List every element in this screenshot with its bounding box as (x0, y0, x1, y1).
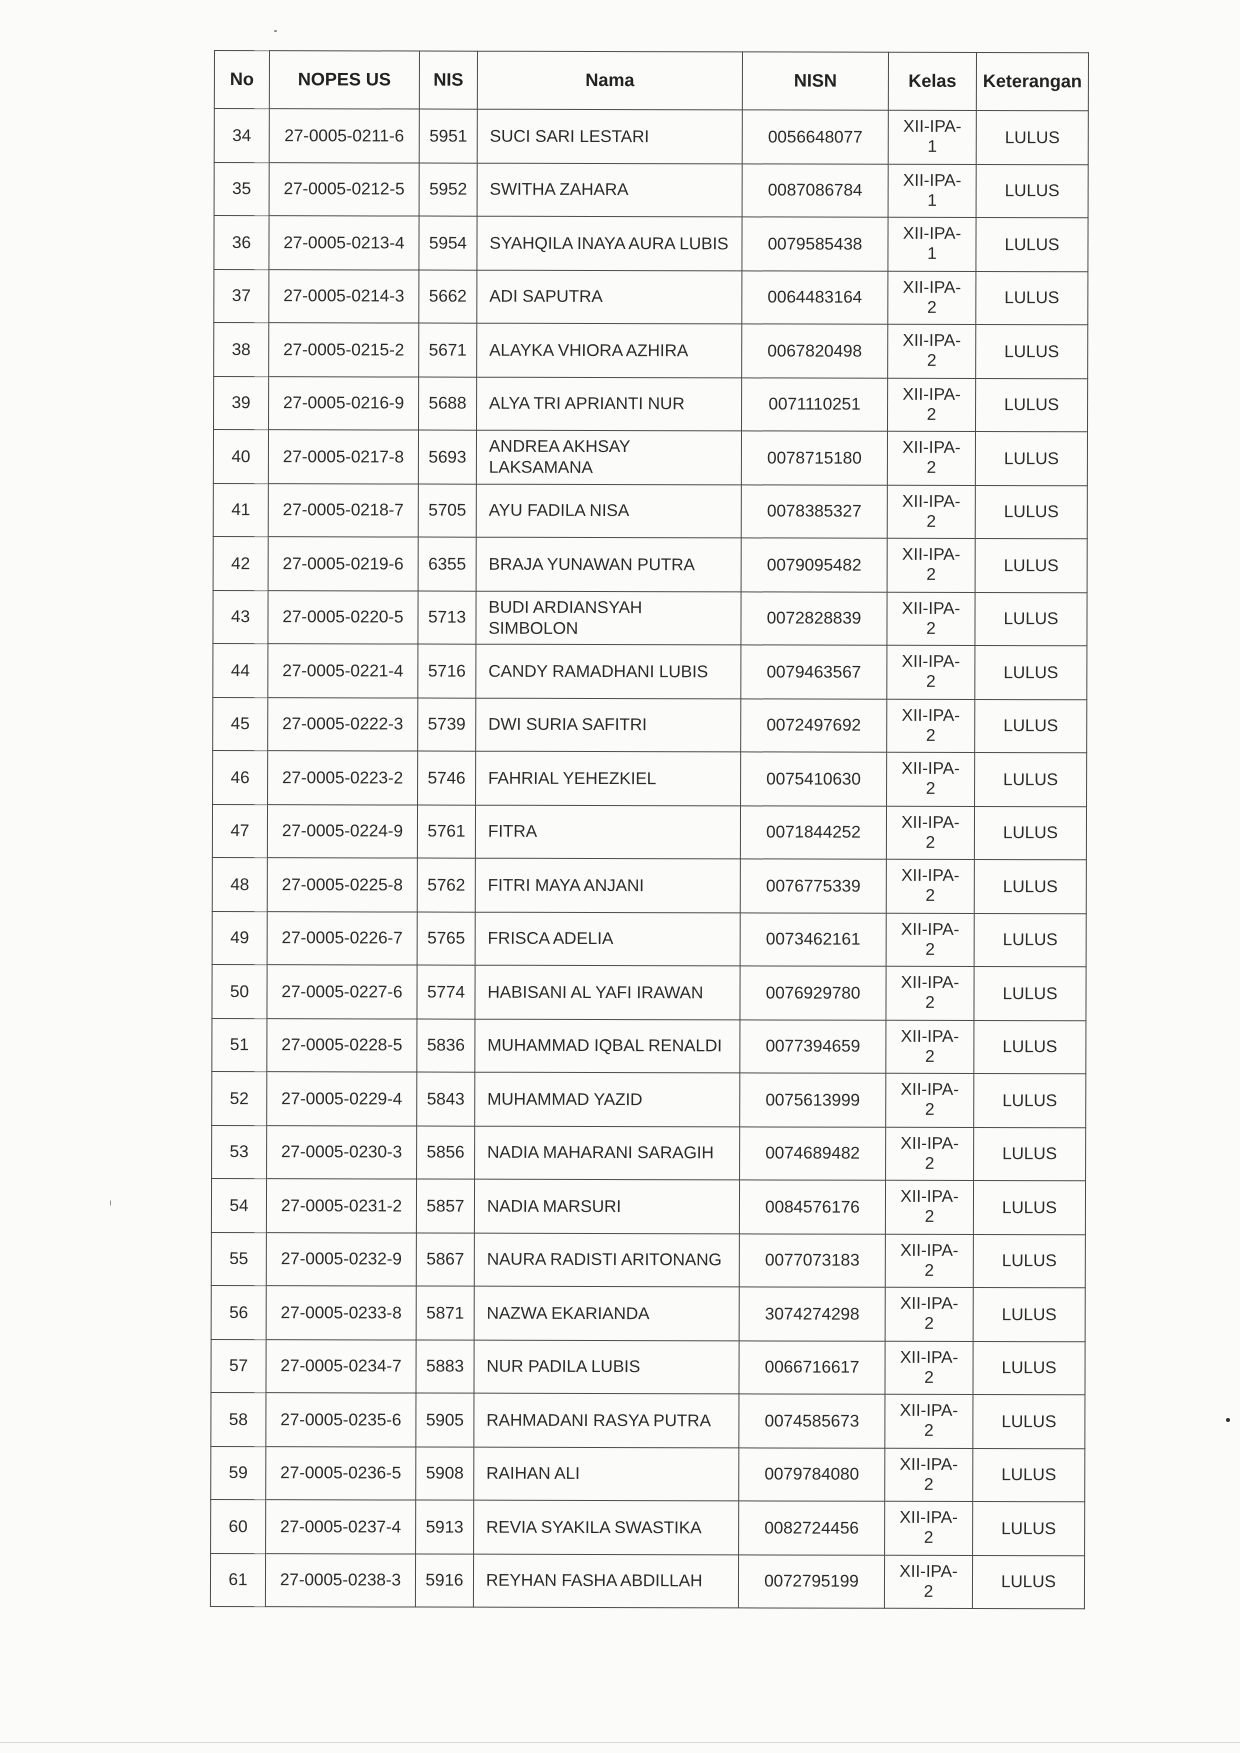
kelas-value: XII-IPA-2 (900, 1133, 959, 1173)
cell-nis: 5951 (419, 109, 477, 163)
cell-nama: SWITHA ZAHARA (477, 163, 742, 217)
cell-nisn: 0075613999 (740, 1073, 886, 1127)
cell-kelas (887, 538, 975, 592)
cell-nisn: 0074689482 (740, 1126, 886, 1180)
cell-nisn: 0072795199 (738, 1554, 884, 1608)
cell-nis: 5843 (417, 1072, 475, 1126)
kelas-value: XII-IPA-2 (901, 919, 960, 959)
cell-nama: REYHAN FASHA ABDILLAH (473, 1554, 738, 1608)
cell-nis: 5662 (419, 270, 477, 324)
scan-speck (1226, 1418, 1230, 1422)
kelas-value: XII-IPA-2 (899, 1508, 958, 1548)
table-row (211, 1392, 1085, 1448)
cell-nopes-us: 27-0005-0213-4 (269, 216, 419, 270)
cell-kelas (887, 592, 975, 646)
cell-kelas (888, 378, 976, 432)
cell-kelas (884, 1555, 972, 1609)
cell-nisn: 0064483164 (742, 270, 888, 324)
kelas-value: XII-IPA-2 (900, 973, 960, 1013)
cell-nopes-us: 27-0005-0226-7 (267, 911, 417, 965)
table-row (213, 536, 1087, 592)
cell-keterangan: LULUS (976, 217, 1088, 271)
cell-nama: BRAJA YUNAWAN PUTRA (476, 537, 741, 591)
scan-speck (110, 1200, 111, 1206)
cell-nama: NAURA RADISTI ARITONANG (474, 1233, 739, 1287)
cell-keterangan: LULUS (976, 110, 1088, 164)
kelas-value: XII-IPA-2 (900, 1080, 959, 1120)
cell-keterangan: LULUS (975, 431, 1087, 485)
cell-nis: 5713 (418, 591, 476, 645)
cell-no: 40 (213, 430, 268, 484)
table-row (213, 590, 1087, 646)
cell-nama: NUR PADILA LUBIS (474, 1340, 739, 1394)
cell-nis: 5856 (417, 1126, 475, 1180)
cell-no: 57 (211, 1339, 266, 1393)
cell-nisn: 0087086784 (742, 163, 888, 217)
cell-nama: AYU FADILA NISA (476, 484, 741, 538)
table-row (214, 269, 1088, 325)
cell-nisn: 0077073183 (739, 1233, 885, 1287)
cell-nisn: 0078385327 (741, 484, 887, 538)
cell-kelas (885, 1341, 973, 1395)
cell-nama: NADIA MAHARANI SARAGIH (475, 1126, 740, 1180)
cell-nopes-us: 27-0005-0222-3 (268, 697, 418, 751)
cell-keterangan: LULUS (973, 1287, 1085, 1341)
cell-nisn: 0071844252 (740, 805, 886, 859)
table-row (214, 323, 1088, 379)
table-row (212, 964, 1086, 1020)
cell-nis: 6355 (418, 537, 476, 591)
cell-nama: ADI SAPUTRA (477, 270, 742, 324)
cell-nis: 5693 (418, 430, 476, 484)
cell-nopes-us: 27-0005-0237-4 (266, 1500, 416, 1554)
table-row (211, 1178, 1085, 1234)
cell-nis: 5765 (417, 912, 475, 966)
cell-nama: NAZWA EKARIANDA (474, 1286, 739, 1340)
cell-kelas (886, 1020, 974, 1074)
table-row (213, 643, 1087, 699)
cell-nopes-us: 27-0005-0214-3 (269, 269, 419, 323)
table-row (212, 911, 1086, 967)
cell-no: 55 (211, 1232, 266, 1286)
kelas-value: XII-IPA-2 (902, 491, 961, 531)
cell-nama: ALYA TRI APRIANTI NUR (477, 377, 742, 431)
cell-nopes-us: 27-0005-0224-9 (267, 804, 417, 858)
cell-nopes-us: 27-0005-0233-8 (266, 1286, 416, 1340)
cell-kelas (888, 324, 976, 378)
cell-no: 36 (214, 216, 269, 270)
table-row (212, 857, 1086, 913)
cell-nopes-us: 27-0005-0238-3 (265, 1553, 415, 1607)
cell-nopes-us: 27-0005-0218-7 (268, 483, 418, 537)
cell-nama: HABISANI AL YAFI IRAWAN (475, 965, 740, 1019)
kelas-value: XII-IPA-2 (901, 866, 960, 906)
cell-kelas (887, 645, 975, 699)
cell-no: 35 (214, 162, 269, 216)
header-kelas: Kelas (888, 52, 976, 110)
cell-keterangan: LULUS (975, 752, 1087, 806)
cell-nopes-us: 27-0005-0234-7 (266, 1339, 416, 1393)
cell-nama: RAHMADANI RASYA PUTRA (474, 1393, 739, 1447)
kelas-value: XII-IPA-2 (902, 545, 961, 585)
cell-nisn: 0072497692 (741, 698, 887, 752)
cell-keterangan: LULUS (974, 966, 1086, 1020)
cell-no: 60 (211, 1499, 266, 1553)
table-row (212, 804, 1086, 860)
cell-keterangan: LULUS (973, 1341, 1085, 1395)
table-row (214, 376, 1088, 432)
table-header-row (214, 51, 1088, 111)
header-no: No (214, 51, 269, 109)
cell-nopes-us: 27-0005-0216-9 (269, 376, 419, 430)
cell-no: 38 (214, 323, 269, 377)
cell-kelas (886, 913, 974, 967)
cell-nama: FITRA (475, 805, 740, 859)
cell-nopes-us: 27-0005-0229-4 (267, 1072, 417, 1126)
cell-nopes-us: 27-0005-0223-2 (268, 751, 418, 805)
cell-kelas (888, 217, 976, 271)
cell-keterangan: LULUS (975, 592, 1087, 646)
cell-keterangan: LULUS (975, 699, 1087, 753)
kelas-value: XII-IPA-2 (901, 759, 960, 799)
cell-nopes-us: 27-0005-0228-5 (267, 1018, 417, 1072)
cell-kelas (886, 1127, 974, 1181)
cell-kelas (887, 752, 975, 806)
kelas-value: XII-IPA-2 (901, 598, 961, 638)
cell-keterangan: LULUS (976, 324, 1088, 378)
table-row (211, 1446, 1085, 1502)
kelas-value: XII-IPA-2 (901, 812, 960, 852)
cell-nis: 5774 (417, 965, 475, 1019)
cell-nisn: 0077394659 (740, 1019, 886, 1073)
kelas-value: XII-IPA-2 (900, 1026, 960, 1066)
cell-nisn: 0079095482 (741, 538, 887, 592)
cell-nis: 5739 (418, 698, 476, 752)
cell-nisn: 0072828839 (741, 591, 887, 645)
cell-keterangan: LULUS (974, 859, 1086, 913)
kelas-value: XII-IPA-2 (900, 1294, 959, 1334)
cell-no: 52 (212, 1071, 267, 1125)
cell-nama: MUHAMMAD YAZID (475, 1072, 740, 1126)
cell-nama: DWI SURIA SAFITRI (476, 698, 741, 752)
kelas-value: XII-IPA-2 (902, 277, 962, 317)
cell-nisn: 0076775339 (740, 859, 886, 913)
cell-no: 41 (213, 483, 268, 537)
cell-nisn: 0071110251 (742, 377, 888, 431)
table-row (213, 750, 1087, 806)
cell-nopes-us: 27-0005-0236-5 (266, 1446, 416, 1500)
cell-nopes-us: 27-0005-0217-8 (268, 430, 418, 484)
cell-keterangan: LULUS (973, 1180, 1085, 1234)
table-row (212, 1018, 1086, 1074)
cell-nopes-us: 27-0005-0232-9 (266, 1232, 416, 1286)
kelas-value: XII-IPA-2 (902, 438, 961, 478)
cell-nis: 5762 (417, 858, 475, 912)
cell-no: 45 (213, 697, 268, 751)
cell-nopes-us: 27-0005-0235-6 (266, 1393, 416, 1447)
cell-kelas (886, 1073, 974, 1127)
cell-no: 59 (211, 1446, 266, 1500)
table-row (214, 216, 1088, 272)
cell-keterangan: LULUS (974, 1127, 1086, 1181)
cell-no: 48 (212, 857, 267, 911)
cell-nama: NADIA MARSURI (474, 1179, 739, 1233)
cell-no: 43 (213, 590, 268, 644)
cell-kelas (888, 164, 976, 218)
cell-nama: FAHRIAL YEHEZKIEL (476, 751, 741, 805)
cell-nama: CANDY RAMADHANI LUBIS (476, 644, 741, 698)
cell-nama: MUHAMMAD IQBAL RENALDI (475, 1019, 740, 1073)
header-nama: Nama (477, 51, 742, 110)
cell-nopes-us: 27-0005-0221-4 (268, 644, 418, 698)
cell-nis: 5883 (416, 1340, 474, 1394)
cell-nis: 5867 (416, 1233, 474, 1287)
cell-nama: SYAHQILA INAYA AURA LUBIS (477, 216, 742, 270)
table-row (214, 109, 1088, 165)
cell-kelas (887, 699, 975, 753)
cell-keterangan: LULUS (976, 164, 1088, 218)
cell-no: 58 (211, 1392, 266, 1446)
cell-no: 54 (211, 1178, 266, 1232)
cell-nisn: 0079463567 (741, 645, 887, 699)
table-body (210, 109, 1088, 1609)
cell-nopes-us: 27-0005-0211-6 (269, 109, 419, 163)
cell-nis: 5716 (418, 644, 476, 698)
table-row (211, 1499, 1085, 1555)
cell-kelas (885, 1501, 973, 1555)
cell-nisn: 0076929780 (740, 966, 886, 1020)
cell-nis: 5952 (419, 163, 477, 217)
table-row (213, 697, 1087, 753)
table-row (213, 483, 1087, 539)
cell-keterangan: LULUS (974, 1073, 1086, 1127)
cell-nopes-us: 27-0005-0231-2 (266, 1179, 416, 1233)
header-keterangan: Keterangan (976, 52, 1088, 110)
cell-nis: 5746 (418, 751, 476, 805)
cell-nopes-us: 27-0005-0212-5 (269, 162, 419, 216)
table-row (211, 1339, 1085, 1395)
scan-speck (274, 30, 277, 32)
cell-no: 46 (213, 750, 268, 804)
cell-kelas (885, 1234, 973, 1288)
cell-kelas (885, 1287, 973, 1341)
cell-keterangan: LULUS (973, 1501, 1085, 1555)
cell-no: 34 (214, 109, 269, 163)
cell-nama: REVIA SYAKILA SWASTIKA (474, 1500, 739, 1554)
cell-nis: 5761 (417, 805, 475, 859)
page-edge (0, 1742, 1240, 1743)
table-row (210, 1553, 1084, 1609)
cell-nama: ALAYKA VHIORA AZHIRA (477, 323, 742, 377)
cell-no: 56 (211, 1285, 266, 1339)
kelas-value: XII-IPA-1 (903, 170, 962, 210)
cell-nisn: 0082724456 (739, 1501, 885, 1555)
table-row (212, 1125, 1086, 1181)
cell-no: 37 (214, 269, 269, 323)
cell-nisn: 0079784080 (739, 1447, 885, 1501)
cell-no: 50 (212, 964, 267, 1018)
cell-nama: RAIHAN ALI (474, 1447, 739, 1501)
header-nisn: NISN (742, 52, 888, 110)
cell-no: 53 (212, 1125, 267, 1179)
cell-keterangan: LULUS (973, 1448, 1085, 1502)
kelas-value: XII-IPA-2 (899, 1454, 958, 1494)
graduation-table (210, 50, 1089, 1609)
cell-nis: 5836 (417, 1019, 475, 1073)
kelas-value: XII-IPA-2 (901, 705, 960, 745)
cell-nis: 5688 (419, 377, 477, 431)
table-row (212, 1071, 1086, 1127)
cell-nis: 5913 (416, 1500, 474, 1554)
cell-kelas (885, 1394, 973, 1448)
cell-no: 44 (213, 643, 268, 697)
cell-nama: FITRI MAYA ANJANI (475, 858, 740, 912)
cell-nisn: 0074585673 (739, 1394, 885, 1448)
cell-nama: SUCI SARI LESTARI (477, 109, 742, 163)
cell-nisn: 0073462161 (740, 912, 886, 966)
cell-nis: 5871 (416, 1286, 474, 1340)
cell-nisn: 0084576176 (739, 1180, 885, 1234)
cell-nopes-us: 27-0005-0215-2 (269, 323, 419, 377)
cell-keterangan: LULUS (972, 1555, 1084, 1609)
cell-keterangan: LULUS (976, 271, 1088, 325)
kelas-value: XII-IPA-2 (899, 1401, 959, 1441)
cell-nopes-us: 27-0005-0227-6 (267, 965, 417, 1019)
table-row (213, 430, 1087, 486)
header-nis: NIS (419, 51, 477, 109)
cell-keterangan: LULUS (974, 1020, 1086, 1074)
table-row (211, 1232, 1085, 1288)
header-nopes-us: NOPES US (269, 51, 419, 109)
kelas-value: XII-IPA-2 (900, 1187, 959, 1227)
cell-kelas (886, 806, 974, 860)
kelas-value: XII-IPA-1 (902, 224, 962, 264)
cell-nis: 5671 (419, 323, 477, 377)
cell-nis: 5705 (418, 484, 476, 538)
kelas-value: XII-IPA-2 (900, 1240, 959, 1280)
cell-nisn: 0079585438 (742, 217, 888, 271)
cell-keterangan: LULUS (975, 645, 1087, 699)
cell-keterangan: LULUS (975, 538, 1087, 592)
cell-nis: 5954 (419, 216, 477, 270)
cell-nis: 5908 (416, 1447, 474, 1501)
cell-nama: BUDI ARDIANSYAH SIMBOLON (476, 591, 741, 645)
cell-nisn: 0056648077 (742, 110, 888, 164)
cell-kelas (888, 110, 976, 164)
table-row (214, 162, 1088, 218)
cell-keterangan: LULUS (976, 378, 1088, 432)
cell-no: 47 (212, 804, 267, 858)
kelas-value: XII-IPA-1 (903, 117, 962, 157)
cell-nisn: 3074274298 (739, 1287, 885, 1341)
cell-nisn: 0067820498 (742, 324, 888, 378)
cell-nisn: 0075410630 (741, 752, 887, 806)
kelas-value: XII-IPA-2 (902, 384, 961, 424)
cell-no: 39 (214, 376, 269, 430)
cell-nopes-us: 27-0005-0225-8 (267, 858, 417, 912)
cell-kelas (888, 271, 976, 325)
cell-kelas (887, 431, 975, 485)
kelas-value: XII-IPA-2 (899, 1347, 959, 1387)
cell-keterangan: LULUS (973, 1234, 1085, 1288)
cell-keterangan: LULUS (974, 806, 1086, 860)
cell-kelas (886, 859, 974, 913)
cell-nis: 5916 (415, 1554, 473, 1608)
cell-nopes-us: 27-0005-0230-3 (267, 1125, 417, 1179)
cell-keterangan: LULUS (973, 1394, 1085, 1448)
cell-nisn: 0066716617 (739, 1340, 885, 1394)
cell-no: 51 (212, 1018, 267, 1072)
table-row (211, 1285, 1085, 1341)
cell-nisn: 0078715180 (741, 431, 887, 485)
cell-no: 49 (212, 911, 267, 965)
kelas-value: XII-IPA-2 (901, 652, 961, 692)
cell-nama: ANDREA AKHSAY LAKSAMANA (476, 430, 741, 484)
kelas-value: XII-IPA-2 (899, 1561, 958, 1601)
kelas-value: XII-IPA-2 (902, 331, 961, 371)
cell-kelas (887, 485, 975, 539)
cell-nopes-us: 27-0005-0220-5 (268, 590, 418, 644)
cell-kelas (886, 966, 974, 1020)
cell-no: 42 (213, 536, 268, 590)
cell-nama: FRISCA ADELIA (475, 912, 740, 966)
cell-keterangan: LULUS (975, 485, 1087, 539)
cell-nis: 5905 (416, 1393, 474, 1447)
cell-keterangan: LULUS (974, 913, 1086, 967)
cell-nis: 5857 (416, 1179, 474, 1233)
cell-no: 61 (210, 1553, 265, 1607)
cell-kelas (885, 1448, 973, 1502)
cell-kelas (885, 1180, 973, 1234)
cell-nopes-us: 27-0005-0219-6 (268, 537, 418, 591)
